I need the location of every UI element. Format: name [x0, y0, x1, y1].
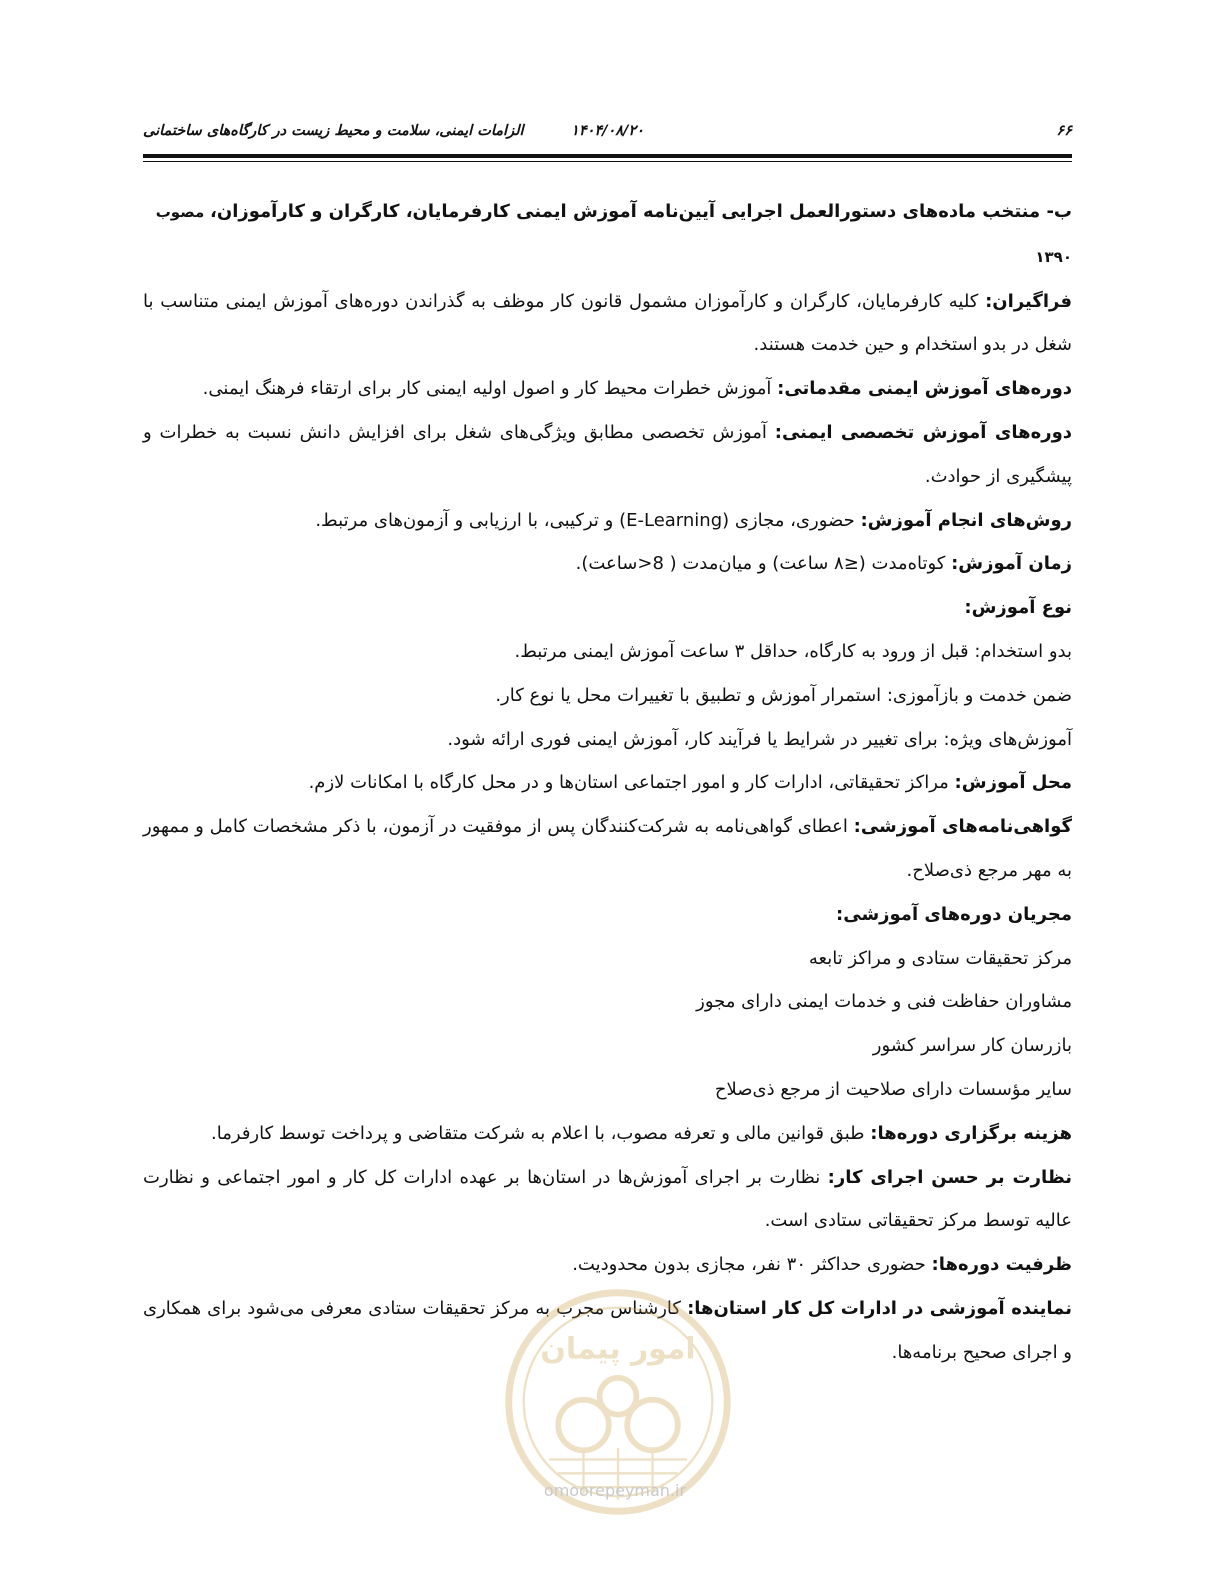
training-type-heading: نوع آموزش:	[964, 597, 1072, 619]
page-content	[143, 190, 1072, 1375]
page-header	[143, 121, 1072, 147]
item-label: روش‌های انجام آموزش:	[860, 509, 1072, 531]
header-rule-thin	[143, 161, 1072, 162]
provider-line: مشاوران حفاظت فنی و خدمات ایمنی دارای مجوز	[696, 991, 1072, 1013]
book-title: الزامات ایمنی، سلامت و محیط زیست در کارگاه‌های ساختمانی	[143, 123, 524, 139]
item-text: طبق قوانین مالی و تعرفه مصوب، با اعلام به شرکت متقاضی و پرداخت توسط کارفرما.	[211, 1122, 865, 1144]
item-text: مراکز تحقیقاتی، ادارات کار و امور اجتماعی استان‌ها و در محل کارگاه با امکانات لازم.	[308, 772, 949, 794]
provider-line: سایر مؤسسات دارای صلاحیت از مرجع ذی‌صلاح	[714, 1078, 1072, 1100]
item-label: گواهی‌نامه‌های آموزشی:	[853, 816, 1072, 838]
item-text: کوتاه‌مدت (≤۸ ساعت) و میان‌مدت ( 8<ساعت).	[575, 553, 946, 575]
item-label: ظرفیت دوره‌ها:	[931, 1254, 1072, 1276]
item-label: نظارت بر حسن اجرای کار:	[827, 1166, 1072, 1188]
header-rule-thick	[143, 154, 1072, 158]
item-label: دوره‌های آموزش تخصصی ایمنی:	[774, 421, 1072, 443]
item-label: زمان آموزش:	[951, 553, 1072, 575]
item-course-capacity	[143, 1243, 1072, 1287]
item-text: اعطای گواهی‌نامه به شرکت‌کنندگان پس از موفقیت در آزمون، با ذکر مشخصات کامل و ممهور به مهر مرجع ذی‌صلاح.	[143, 816, 1072, 881]
training-type-line: بدو استخدام: قبل از ورود به کارگاه، حداقل ۳ ساعت آموزش ایمنی مرتبط.	[514, 640, 1072, 662]
item-learners	[143, 280, 1072, 368]
item-label: هزینه برگزاری دوره‌ها:	[870, 1122, 1072, 1144]
item-training-time	[143, 542, 1072, 586]
item-text: حضوری حداکثر ۳۰ نفر، مجازی بدون محدودیت.	[572, 1254, 926, 1276]
training-type-line: آموزش‌های ویژه: برای تغییر در شرایط یا فرآیند کار، آموزش ایمنی فوری ارائه شود.	[447, 728, 1072, 750]
item-training-location	[143, 761, 1072, 805]
watermark-seal-text: امور پیمان	[540, 1331, 696, 1367]
training-type-line: ضمن خدمت و بازآموزی: استمرار آموزش و تطبیق با تغییرات محل یا نوع کار.	[495, 684, 1072, 706]
item-supervision	[143, 1156, 1072, 1244]
item-text: کارشناس مجرب به مرکز تحقیقات ستادی معرفی می‌شود برای همکاری و اجرای صحیح برنامه‌ها.	[143, 1297, 1072, 1363]
item-text: حضوری، مجازی (E-Learning) و ترکیبی، با ارزیابی و آزمون‌های مرتبط.	[315, 509, 855, 531]
item-training-methods	[143, 499, 1072, 543]
item-course-cost	[143, 1112, 1072, 1156]
provider-line: بازرسان کار سراسر کشور	[872, 1035, 1072, 1057]
item-label: دوره‌های آموزش ایمنی مقدماتی:	[777, 378, 1072, 400]
provider-line: مرکز تحقیقات ستادی و مراکز تابعه	[808, 947, 1072, 969]
item-certificates	[143, 805, 1072, 893]
item-label: محل آموزش:	[954, 772, 1072, 794]
section-title	[143, 190, 1072, 280]
item-label: نماینده آموزشی در ادارات کل کار استان‌ها:	[687, 1297, 1072, 1319]
item-text: کلیه کارفرمایان، کارگران و کارآموزان مشمول قانون کار موظف به گذراندن دوره‌های آموزش ایمنی متناسب با شغل در بدو استخدام و حین خدمت هستند.	[143, 290, 1072, 356]
item-text: آموزش خطرات محیط کار و اصول اولیه ایمنی کار برای ارتقاء فرهنگ ایمنی.	[202, 378, 772, 400]
item-label: فراگیران:	[985, 290, 1072, 312]
watermark-site: omoorepeyman.ir	[543, 1481, 687, 1500]
section-title-text: ب- منتخب ماده‌های دستورالعمل اجرایی آیین‌نامه آموزش ایمنی کارفرمایان، کارگران و کارآموزان،	[210, 201, 1072, 222]
item-text: نظارت بر اجرای آموزش‌ها در استان‌ها بر عهده ادارات کل کار و امور اجتماعی و نظارت عالیه توسط مرکز تحقیقاتی ستادی است.	[143, 1166, 1072, 1232]
providers-heading: مجریان دوره‌های آموزشی:	[836, 903, 1072, 925]
item-text: آموزش تخصصی مطابق ویژگی‌های شغل برای افزایش دانش نسبت به خطرات و پیشگیری از حوادث.	[143, 421, 1072, 487]
header-date: ۱۴۰۴/۰۸/۲۰	[571, 123, 644, 139]
item-intro-courses	[143, 367, 1072, 411]
item-specialized-courses	[143, 411, 1072, 499]
page-number: ۶۶	[1056, 123, 1072, 139]
section-title-suffix: مصوب ۱۳۹۰	[155, 203, 1072, 266]
